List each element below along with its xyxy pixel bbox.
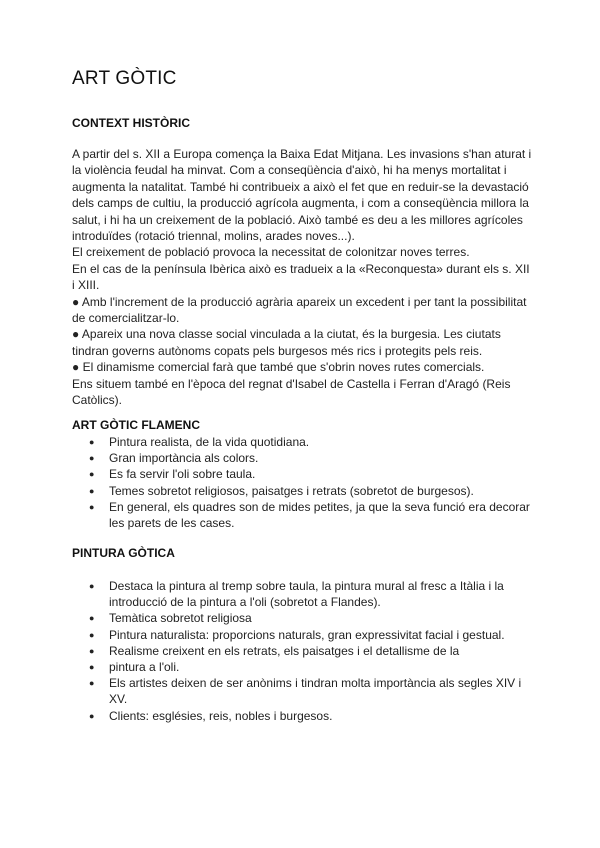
list-item-text: Pintura realista, de la vida quotidiana. [109, 435, 310, 449]
context-paragraph: A partir del s. XII a Europa comença la Baixa Edat Mitjana. Les invasions s'han aturat i la violència feudal ha minvat. Com a conseqüència d'això, hi ha menys mortalitat i augmenta la natalitat. També hi contribueix a això el fet que en reduir-se la devastació dels camps de cultiu, la producció agrícola augmenta, i com a conseqüència millora la salut, i hi ha un creixement de la població. Això també es deu a les millores agrícoles introduïdes (rotació triennal, molins, arades noves...). [72, 147, 532, 244]
list-item-text: Pintura naturalista: proporcions naturals, gran expressivitat facial i gestual. [109, 627, 505, 642]
list-item-text: Temes sobretot religiosos, paisatges i retrats (sobretot de burgesos). [109, 483, 474, 498]
bullet-icon: ● [89, 678, 95, 689]
list-item [72, 675, 532, 707]
list-item-text: Gran importància als colors. [109, 451, 259, 466]
context-paragraph: ● El dinamisme comercial farà que també que s'obrin noves rutes comercials. [72, 360, 485, 375]
list-item-text: Clients: esglésies, reis, nobles i burgesos. [109, 708, 333, 723]
list-item [72, 450, 532, 466]
context-paragraph: Ens situem també en l'època del regnat d'Isabel de Castella i Ferran d'Aragó (Reis Catòlics). [72, 376, 511, 408]
bullet-icon: ● [89, 613, 95, 624]
list-item [72, 627, 532, 643]
list-item [72, 578, 532, 610]
list-item [72, 659, 532, 675]
list-item [72, 499, 532, 531]
page-title: ART GÒTIC [72, 68, 177, 89]
context-heading: CONTEXT HISTÒRIC [72, 116, 191, 130]
bullet-icon: ● [89, 501, 95, 512]
bullet-icon: ● [89, 710, 95, 721]
bullet-icon: ● [89, 469, 95, 480]
list-item-text: Es fa servir l'oli sobre taula. [109, 467, 256, 482]
bullet-icon: ● [89, 581, 95, 591]
bullet-icon: ● [89, 645, 95, 656]
list-item-text: Temàtica sobretot religiosa [109, 611, 252, 626]
list-item [72, 643, 532, 659]
flemish-heading: ART GÒTIC FLAMENC [72, 418, 200, 432]
list-item [72, 708, 532, 724]
list-item-text: Realisme creixent en els retrats, els paisatges i el detallisme de la [109, 643, 460, 658]
bullet-icon: ● [89, 437, 95, 447]
bullet-icon: ● [89, 629, 95, 640]
list-item-text: Destaca la pintura al tremp sobre taula, la pintura mural al fresc a Itàlia i la introducció de la pintura a l'oli (sobretot a Flandes). [109, 579, 504, 610]
list-item [72, 483, 532, 499]
list-item [72, 610, 532, 626]
context-paragraph: ● Apareix una nova classe social vinculada a la ciutat, és la burgesia. Les ciutats tindran governs autònoms copats pels burgesos més rics i protegits pels reis. [72, 327, 501, 358]
context-paragraph: ● Amb l'increment de la producció agrària apareix un excedent i per tant la possibilitat de comercialitzar-lo. [72, 294, 527, 326]
list-item [72, 434, 532, 450]
bullet-icon: ● [89, 453, 95, 464]
context-paragraph: El creixement de població provoca la necessitat de colonitzar noves terres. [72, 245, 470, 260]
painting-list [72, 578, 532, 724]
bullet-icon: ● [89, 662, 95, 673]
painting-heading: PINTURA GÒTICA [72, 546, 175, 560]
list-item [72, 466, 532, 482]
context-body [72, 146, 532, 409]
flemish-list [72, 434, 532, 531]
list-item-text: pintura a l'oli. [109, 660, 180, 675]
list-item-text: Els artistes deixen de ser anònims i tindran molta importància als segles XIV i XV. [109, 676, 522, 707]
bullet-icon: ● [89, 485, 95, 496]
list-item-text: En general, els quadres son de mides petites, ja que la seva funció era decorar les parets de les cases. [109, 499, 530, 531]
context-paragraph: En el cas de la península Ibèrica això es tradueix a la «Reconquesta» durant els s. XII i XIII. [72, 261, 530, 293]
